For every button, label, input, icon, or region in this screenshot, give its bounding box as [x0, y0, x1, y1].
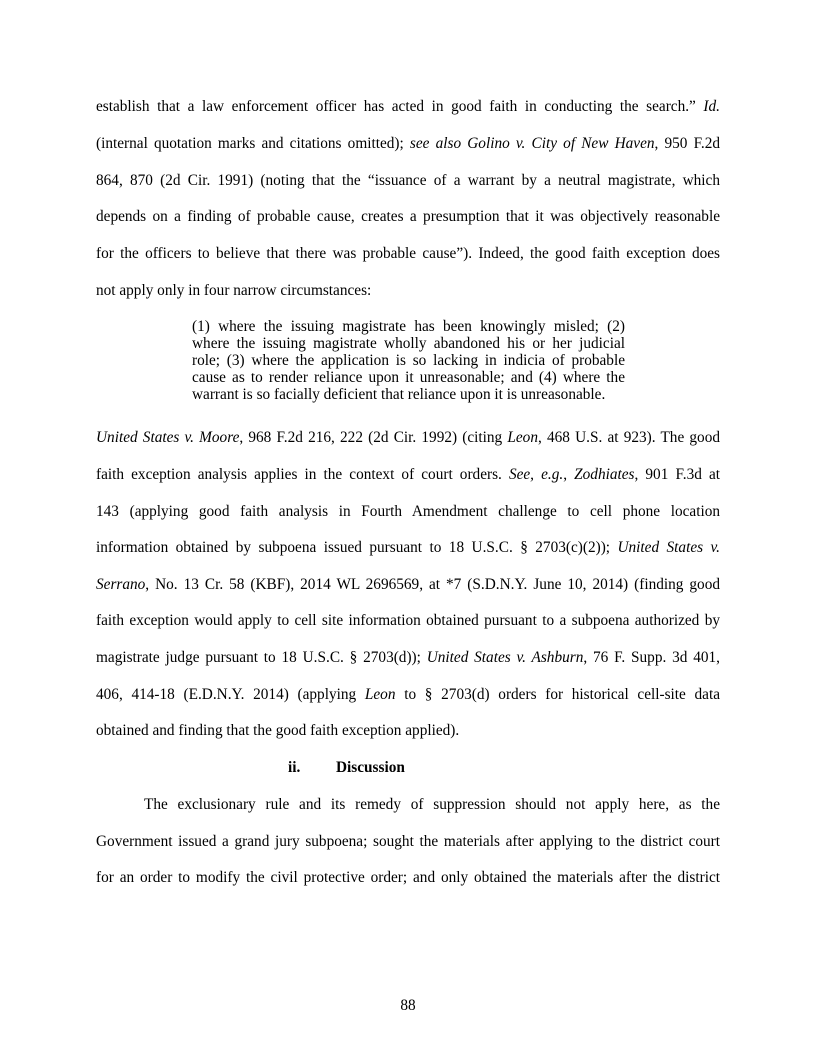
body-line: for an order to modify the civil protective order; and only obtained the materials after the district — [96, 869, 720, 886]
body-line: information obtained by subpoena issued pursuant to 18 U.S.C. § 2703(c)(2)); United States v. — [96, 539, 720, 556]
block-quote: (1) where the issuing magistrate has been knowingly misled; (2) where the issuing magistrate wholly abandoned his or her judicial role; (3) where the application is so lacking in indicia of probable cause as to render reliance upon it unreasonable; and (4) where the warrant is so facially deficient that reliance upon it is unreasonable. — [192, 318, 625, 403]
body-line: obtained and finding that the good faith exception applied). — [96, 722, 460, 739]
body-line: 143 (applying good faith analysis in Fourth Amendment challenge to cell phone location — [96, 503, 720, 520]
body-line: The exclusionary rule and its remedy of suppression should not apply here, as the — [144, 796, 720, 813]
body-line: Serrano, No. 13 Cr. 58 (KBF), 2014 WL 2696569, at *7 (S.D.N.Y. June 10, 2014) (finding good — [96, 576, 720, 593]
page-number: 88 — [400, 997, 416, 1014]
body-line: magistrate judge pursuant to 18 U.S.C. § 2703(d)); United States v. Ashburn, 76 F. Supp. 3d 401, — [96, 649, 720, 666]
body-line: faith exception would apply to cell site information obtained pursuant to a subpoena authorized by — [96, 612, 720, 629]
body-line: (internal quotation marks and citations omitted); see also Golino v. City of New Haven, 950 F.2d — [96, 135, 720, 152]
body-line: 864, 870 (2d Cir. 1991) (noting that the “issuance of a warrant by a neutral magistrate, which — [96, 172, 720, 189]
body-line: United States v. Moore, 968 F.2d 216, 222 (2d Cir. 1992) (citing Leon, 468 U.S. at 923). The good — [96, 429, 720, 446]
body-line: depends on a finding of probable cause, creates a presumption that it was objectively reasonable — [96, 208, 720, 225]
body-line: for the officers to believe that there was probable cause”). Indeed, the good faith exception does — [96, 245, 720, 262]
body-line: 406, 414-18 (E.D.N.Y. 2014) (applying Leon to § 2703(d) orders for historical cell-site data — [96, 686, 721, 703]
body-line: not apply only in four narrow circumstances: — [96, 282, 372, 299]
section-title: Discussion — [336, 759, 405, 776]
section-number: ii. — [288, 759, 301, 776]
body-line: Government issued a grand jury subpoena; sought the materials after applying to the district court — [96, 833, 720, 850]
body-line: establish that a law enforcement officer has acted in good faith in conducting the search.” Id. — [96, 98, 720, 115]
body-line: faith exception analysis applies in the context of court orders. See, e.g., Zodhiates, 901 F.3d at — [96, 466, 721, 483]
